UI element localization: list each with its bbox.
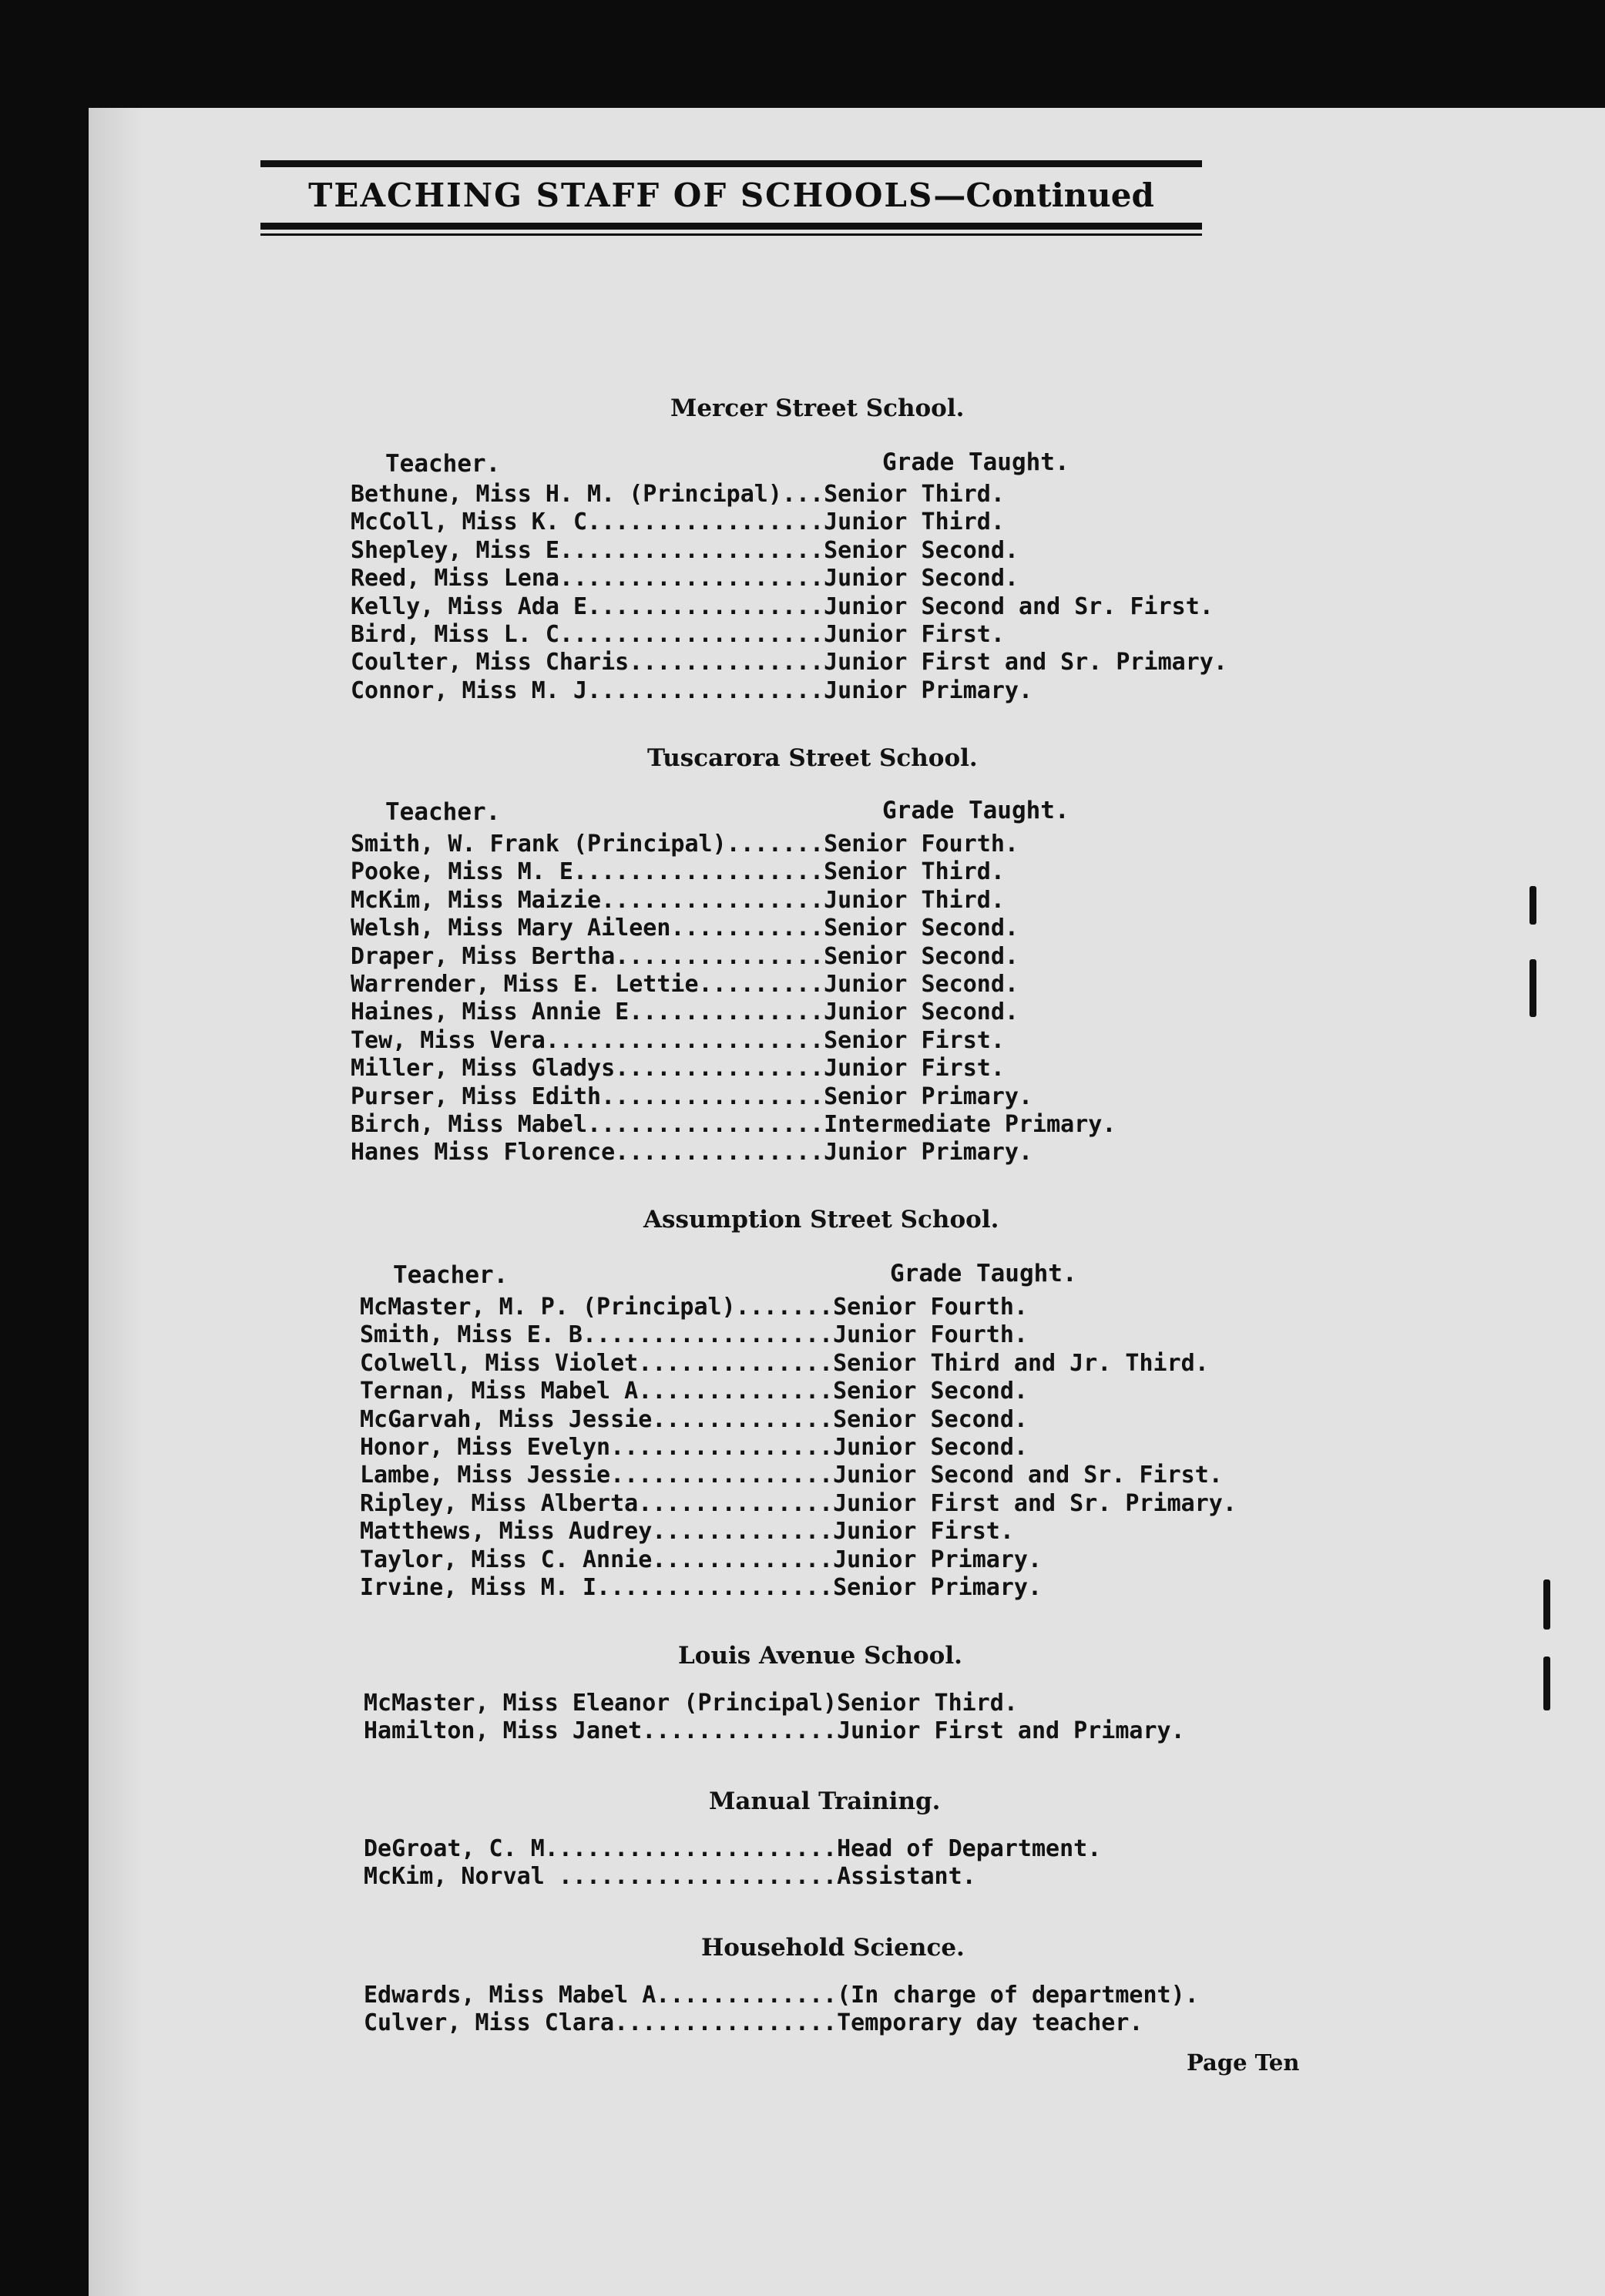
teacher-name: DeGroat, C. M..................... bbox=[364, 1835, 838, 1862]
staff-row bbox=[351, 649, 1227, 676]
teacher-name: Purser, Miss Edith................ bbox=[351, 1083, 824, 1110]
staff-row bbox=[351, 593, 1227, 621]
staff-row bbox=[351, 1083, 1116, 1111]
scan-mark bbox=[1543, 1579, 1550, 1630]
teacher-name: Smith, Miss E. B.................. bbox=[360, 1321, 834, 1349]
staff-list bbox=[364, 1835, 1101, 1892]
staff-row bbox=[364, 1863, 1101, 1891]
teacher-name: Hamilton, Miss Janet.............. bbox=[364, 1717, 838, 1745]
teacher-name: Birch, Miss Mabel................. bbox=[351, 1110, 824, 1138]
staff-row bbox=[364, 1717, 1185, 1745]
teacher-column-header: Teacher. bbox=[393, 1261, 509, 1289]
grade-taught: Senior Second. bbox=[824, 942, 1019, 970]
teacher-name: Irvine, Miss M. I................. bbox=[360, 1573, 834, 1601]
staff-row bbox=[351, 999, 1116, 1026]
grade-taught: Junior Second. bbox=[824, 999, 1019, 1026]
page-header bbox=[260, 160, 1202, 236]
grade-taught: Junior Primary. bbox=[824, 676, 1033, 704]
grade-taught: Junior First and Sr. Primary. bbox=[833, 1489, 1237, 1517]
staff-row bbox=[351, 915, 1116, 942]
staff-row bbox=[351, 565, 1227, 592]
grade-taught: Junior First. bbox=[824, 620, 1005, 648]
page-title-continued: —Continued bbox=[933, 176, 1154, 214]
staff-row bbox=[351, 537, 1227, 565]
header-rule-bottom bbox=[260, 223, 1202, 230]
teacher-name: Shepley, Miss E................... bbox=[351, 536, 824, 564]
staff-list bbox=[351, 481, 1227, 705]
teacher-name: Hanes Miss Florence............... bbox=[351, 1139, 824, 1166]
grade-taught: Senior Primary. bbox=[833, 1573, 1043, 1601]
grade-taught: Assistant. bbox=[837, 1863, 976, 1891]
teacher-name: Pooke, Miss M. E.................. bbox=[351, 858, 824, 886]
staff-row bbox=[351, 677, 1227, 705]
teacher-name: Welsh, Miss Mary Aileen........... bbox=[351, 915, 824, 942]
staff-row bbox=[360, 1294, 1237, 1321]
grade-taught: Temporary day teacher. bbox=[837, 2009, 1143, 2037]
grade-taught: Intermediate Primary. bbox=[824, 1110, 1116, 1138]
grade-taught: Senior Third. bbox=[824, 858, 1005, 886]
staff-row bbox=[351, 971, 1116, 999]
grade-taught: Senior Third and Jr. Third. bbox=[833, 1349, 1209, 1377]
grade-taught: Senior Second. bbox=[824, 915, 1019, 942]
teacher-name: Ripley, Miss Alberta.............. bbox=[360, 1489, 834, 1517]
header-rule-thin bbox=[260, 233, 1202, 236]
teacher-name: Kelly, Miss Ada E................. bbox=[351, 592, 824, 620]
teacher-name: Reed, Miss Lena................... bbox=[351, 565, 824, 592]
grade-taught: Junior Third. bbox=[824, 886, 1005, 914]
section-title: Louis Avenue School. bbox=[678, 1642, 962, 1670]
teacher-name: Culver, Miss Clara................ bbox=[364, 2009, 838, 2037]
grade-taught: Senior Second. bbox=[824, 536, 1019, 564]
teacher-name: Warrender, Miss E. Lettie......... bbox=[351, 970, 824, 998]
teacher-column-header: Teacher. bbox=[385, 450, 501, 478]
grade-taught: Head of Department. bbox=[837, 1835, 1102, 1862]
page-title-text: TEACHING STAFF OF SCHOOLS bbox=[308, 176, 934, 214]
grade-column-header: Grade Taught. bbox=[882, 797, 1069, 824]
section-title: Assumption Street School. bbox=[643, 1206, 999, 1234]
grade-column-header: Grade Taught. bbox=[890, 1260, 1077, 1287]
teacher-name: Colwell, Miss Violet.............. bbox=[360, 1349, 834, 1377]
teacher-column-header: Teacher. bbox=[385, 798, 501, 826]
teacher-name: McGarvah, Miss Jessie............. bbox=[360, 1405, 834, 1433]
page-title bbox=[260, 178, 1202, 213]
staff-row bbox=[351, 1027, 1116, 1055]
staff-row bbox=[351, 887, 1116, 915]
staff-row bbox=[351, 1055, 1116, 1083]
teacher-name: McKim, Norval .................... bbox=[364, 1863, 838, 1891]
teacher-name: Draper, Miss Bertha............... bbox=[351, 942, 824, 970]
staff-list bbox=[364, 1982, 1199, 2038]
grade-taught: Junior Second. bbox=[824, 970, 1019, 998]
grade-taught: Junior First and Primary. bbox=[837, 1717, 1185, 1745]
teacher-name: Coulter, Miss Charis.............. bbox=[351, 649, 824, 676]
staff-row bbox=[364, 1835, 1101, 1863]
staff-list bbox=[364, 1690, 1185, 1746]
grade-taught: Junior First. bbox=[833, 1518, 1014, 1546]
grade-taught: Junior Second. bbox=[824, 565, 1019, 592]
grade-taught: Senior Primary. bbox=[824, 1083, 1033, 1110]
teacher-name: Haines, Miss Annie E.............. bbox=[351, 999, 824, 1026]
teacher-name: McKim, Miss Maizie................ bbox=[351, 886, 824, 914]
staff-row bbox=[360, 1546, 1237, 1574]
grade-taught: Senior Fourth. bbox=[833, 1294, 1028, 1321]
staff-row bbox=[351, 1139, 1116, 1166]
page-number: Page Ten bbox=[1187, 2049, 1300, 2076]
grade-taught: Junior Second and Sr. First. bbox=[833, 1462, 1223, 1489]
staff-row bbox=[364, 1982, 1199, 2009]
teacher-name: Miller, Miss Gladys............... bbox=[351, 1055, 824, 1083]
scan-mark bbox=[1543, 1657, 1550, 1710]
grade-taught: (In charge of department). bbox=[837, 1982, 1199, 2009]
staff-row bbox=[351, 1111, 1116, 1139]
grade-taught: Junior Primary. bbox=[833, 1546, 1043, 1573]
staff-row bbox=[360, 1321, 1237, 1349]
teacher-name: Ternan, Miss Mabel A.............. bbox=[360, 1378, 834, 1405]
staff-row bbox=[351, 509, 1227, 536]
section-title: Household Science. bbox=[701, 1934, 965, 1962]
section-title: Mercer Street School. bbox=[670, 394, 965, 422]
staff-row bbox=[351, 831, 1116, 858]
teacher-name: McMaster, Miss Eleanor (Principal) bbox=[364, 1690, 838, 1717]
grade-taught: Junior Third. bbox=[824, 509, 1005, 536]
teacher-name: Bethune, Miss H. M. (Principal)... bbox=[351, 481, 824, 508]
staff-list bbox=[351, 831, 1116, 1167]
staff-row bbox=[360, 1574, 1237, 1602]
grade-taught: Junior First. bbox=[824, 1055, 1005, 1083]
grade-taught: Junior Fourth. bbox=[833, 1321, 1028, 1349]
grade-taught: Senior First. bbox=[824, 1026, 1005, 1054]
teacher-name: Lambe, Miss Jessie................ bbox=[360, 1462, 834, 1489]
grade-taught: Junior Second and Sr. First. bbox=[824, 592, 1214, 620]
staff-row bbox=[351, 943, 1116, 971]
teacher-name: Bird, Miss L. C................... bbox=[351, 620, 824, 648]
staff-row bbox=[351, 481, 1227, 509]
teacher-name: Connor, Miss M. J................. bbox=[351, 676, 824, 704]
grade-taught: Senior Third. bbox=[837, 1690, 1018, 1717]
teacher-name: Edwards, Miss Mabel A............. bbox=[364, 1982, 838, 2009]
teacher-name: Matthews, Miss Audrey............. bbox=[360, 1518, 834, 1546]
teacher-name: Tew, Miss Vera.................... bbox=[351, 1026, 824, 1054]
staff-row bbox=[360, 1518, 1237, 1546]
staff-row bbox=[364, 1690, 1185, 1717]
document-page bbox=[89, 108, 1605, 2296]
teacher-name: McMaster, M. P. (Principal)....... bbox=[360, 1294, 834, 1321]
staff-row bbox=[351, 621, 1227, 649]
teacher-name: Smith, W. Frank (Principal)....... bbox=[351, 831, 824, 858]
grade-taught: Junior First and Sr. Primary. bbox=[824, 649, 1227, 676]
section-title: Tuscarora Street School. bbox=[647, 744, 978, 772]
staff-row bbox=[360, 1462, 1237, 1489]
scan-mark bbox=[1529, 959, 1536, 1017]
section-title: Manual Training. bbox=[709, 1787, 941, 1815]
staff-row bbox=[360, 1434, 1237, 1462]
staff-row bbox=[364, 2009, 1199, 2037]
staff-row bbox=[360, 1350, 1237, 1378]
grade-taught: Senior Second. bbox=[833, 1405, 1028, 1433]
header-rule-top bbox=[260, 160, 1202, 167]
staff-row bbox=[360, 1378, 1237, 1405]
grade-taught: Senior Third. bbox=[824, 481, 1005, 508]
staff-list bbox=[360, 1294, 1237, 1602]
grade-column-header: Grade Taught. bbox=[882, 448, 1069, 476]
teacher-name: McColl, Miss K. C................. bbox=[351, 509, 824, 536]
grade-taught: Junior Second. bbox=[833, 1433, 1028, 1461]
grade-taught: Junior Primary. bbox=[824, 1139, 1033, 1166]
staff-row bbox=[360, 1490, 1237, 1518]
teacher-name: Honor, Miss Evelyn................ bbox=[360, 1433, 834, 1461]
grade-taught: Senior Second. bbox=[833, 1378, 1028, 1405]
staff-row bbox=[351, 858, 1116, 886]
grade-taught: Senior Fourth. bbox=[824, 831, 1019, 858]
staff-row bbox=[360, 1406, 1237, 1434]
teacher-name: Taylor, Miss C. Annie............. bbox=[360, 1546, 834, 1573]
scan-mark bbox=[1529, 886, 1536, 925]
